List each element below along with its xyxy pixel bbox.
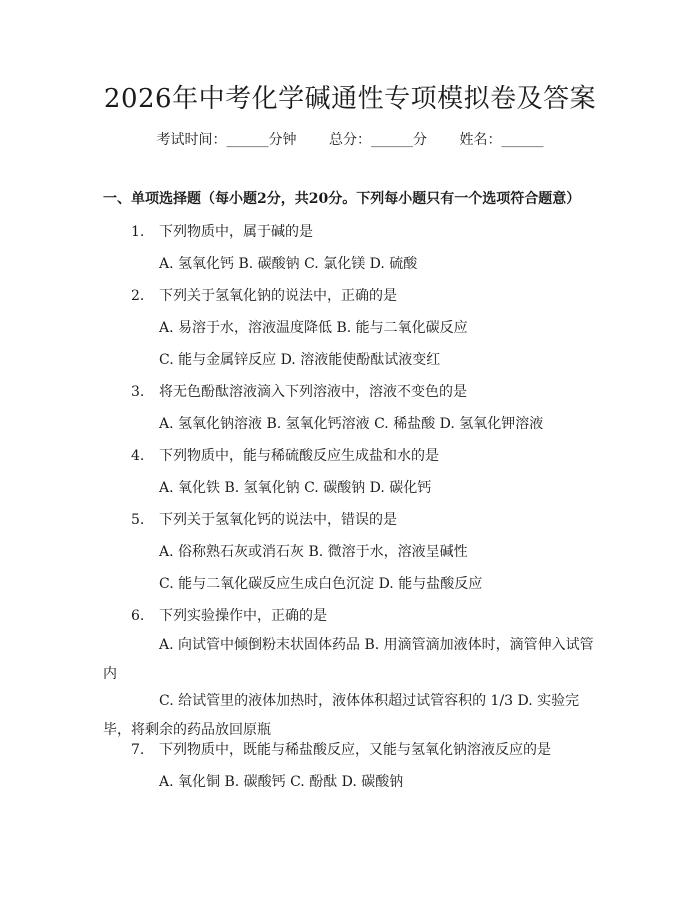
exam-time: 考试时间：______分钟 bbox=[156, 132, 297, 148]
question-number: 3. bbox=[131, 384, 145, 400]
question-options: C. 能与金属锌反应 D. 溶液能使酚酞试液变红 bbox=[159, 352, 441, 368]
question-options: A. 氢氧化钠溶液 B. 氢氧化钙溶液 C. 稀盐酸 D. 氢氧化钾溶液 bbox=[159, 416, 544, 432]
question-number: 5. bbox=[131, 512, 145, 528]
question-options: A. 氧化铁 B. 氢氧化钠 C. 碳酸钠 D. 碳化钙 bbox=[159, 480, 432, 496]
page-title: 2026年中考化学碱通性专项模拟卷及答案 bbox=[103, 84, 597, 114]
student-name: 姓名：______ bbox=[459, 132, 544, 148]
question-number: 7. bbox=[131, 742, 145, 758]
question-number: 4. bbox=[131, 448, 145, 464]
question-number: 2. bbox=[131, 288, 145, 304]
question-text: 下列物质中，既能与稀盐酸反应，又能与氢氧化钠溶液反应的是 bbox=[159, 742, 551, 758]
question-options: A. 氧化铜 B. 碳酸钙 C. 酚酞 D. 碳酸钠 bbox=[159, 774, 404, 790]
question-options: C. 能与二氧化碳反应生成白色沉淀 D. 能与盐酸反应 bbox=[159, 576, 483, 592]
question-text: 下列物质中，属于碱的是 bbox=[159, 224, 313, 240]
question-text: 下列关于氢氧化钙的说法中，错误的是 bbox=[159, 512, 397, 528]
question-text: 下列物质中，能与稀硫酸反应生成盐和水的是 bbox=[159, 448, 439, 464]
question-options: A. 氢氧化钙 B. 碳酸钠 C. 氯化镁 D. 硫酸 bbox=[159, 256, 418, 272]
exam-score: 总分：______分 bbox=[329, 132, 427, 148]
question-text: 下列实验操作中，正确的是 bbox=[159, 608, 327, 624]
question-text: 下列关于氢氧化钠的说法中，正确的是 bbox=[159, 288, 397, 304]
question-options: A. 向试管中倾倒粉末状固体药品 B. 用滴管滴加液体时，滴管伸入试管内 bbox=[103, 637, 594, 682]
section-heading: 一、单项选择题（每小题2分，共20分。下列每小题只有一个选项符合题意） bbox=[103, 191, 581, 207]
question-options: A. 易溶于水，溶液温度降低 B. 能与二氧化碳反应 bbox=[159, 320, 468, 336]
question-number: 6. bbox=[131, 608, 145, 624]
question-number: 1. bbox=[131, 224, 145, 240]
exam-meta bbox=[0, 130, 700, 150]
question-text: 将无色酚酞溶液滴入下列溶液中，溶液不变色的是 bbox=[159, 384, 467, 400]
question-options: A. 俗称熟石灰或消石灰 B. 微溶于水，溶液呈碱性 bbox=[159, 544, 468, 560]
question-options: C. 给试管里的液体加热时，液体体积超过试管容积的 1/3 D. 实验完毕，将剩余的药品放回原瓶 bbox=[103, 693, 580, 738]
